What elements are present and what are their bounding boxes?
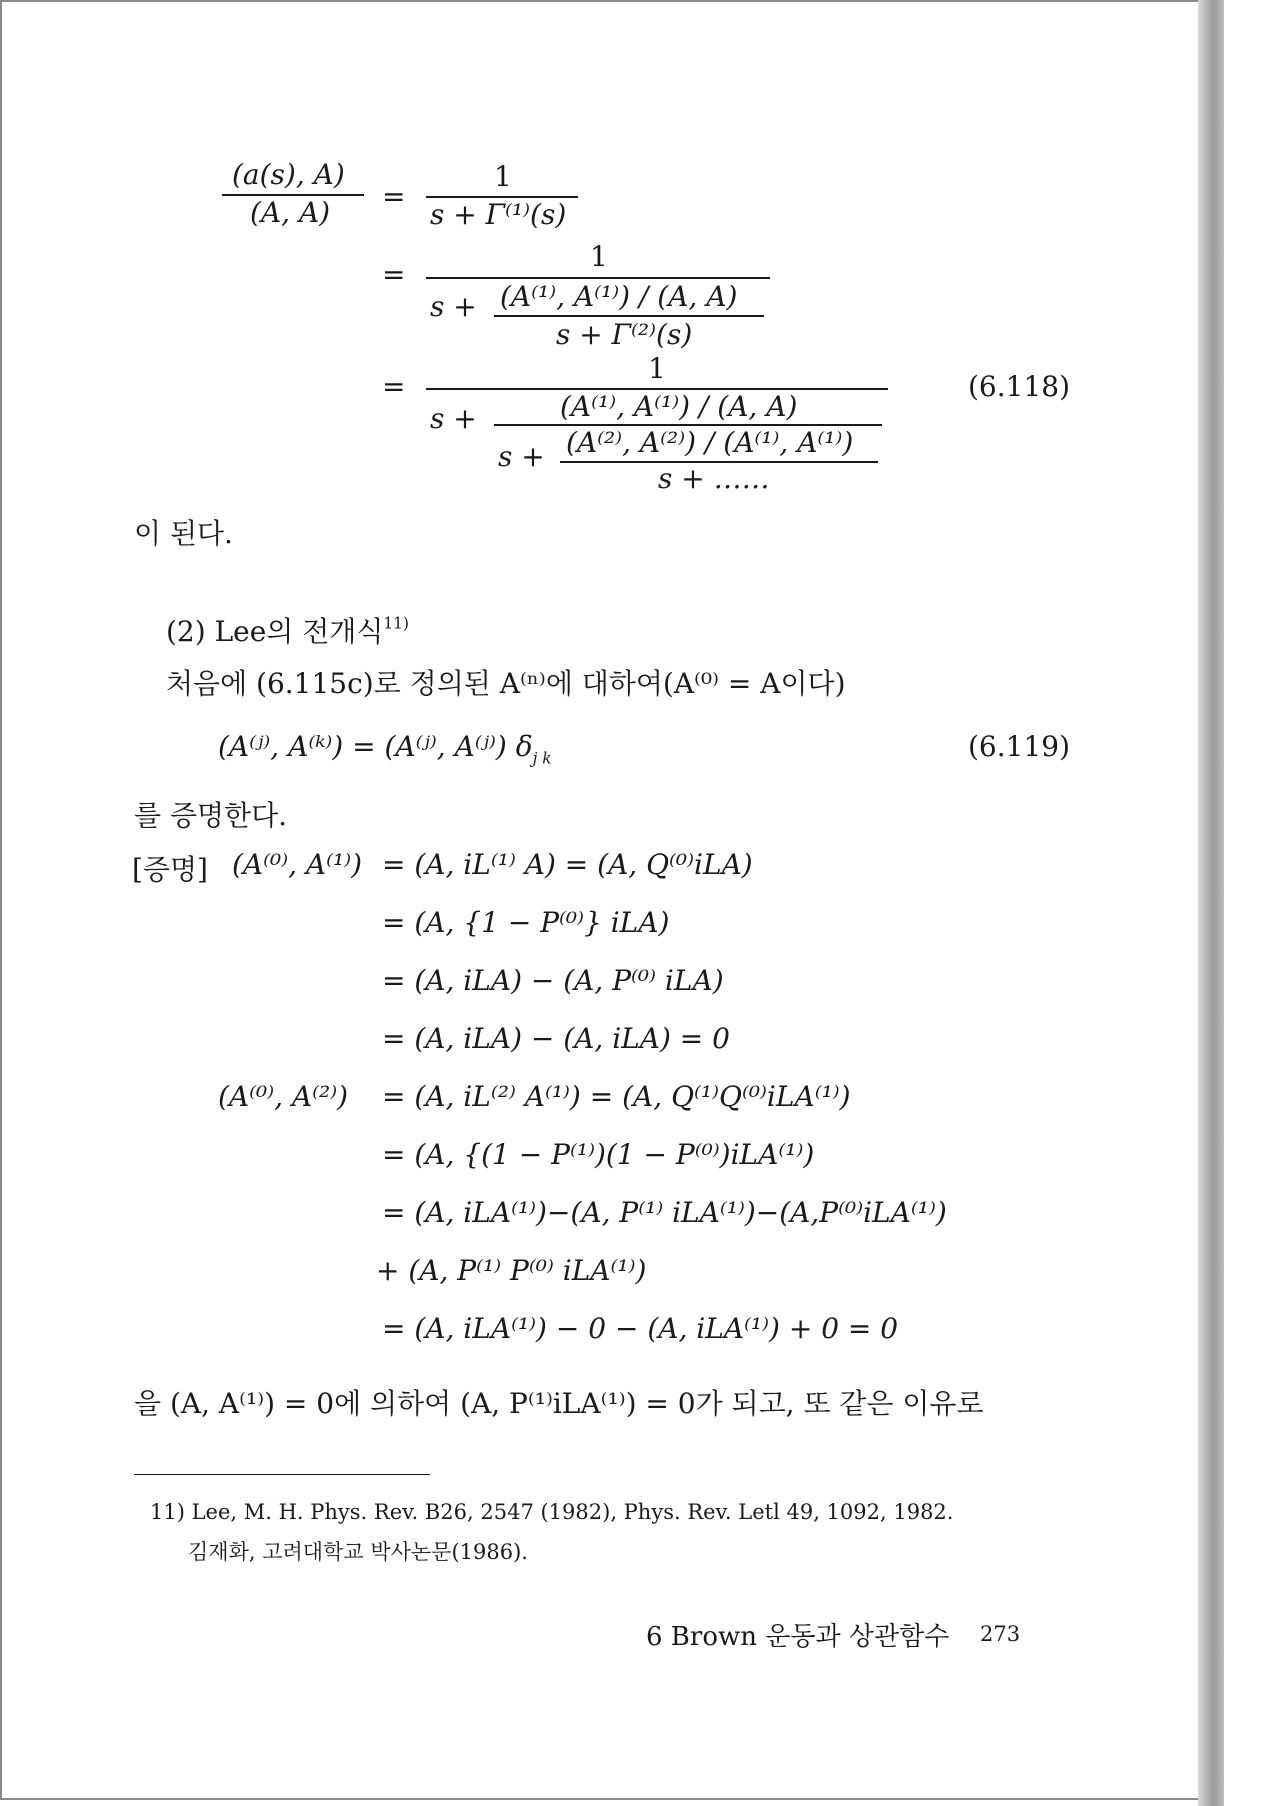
running-footer-chapter: 6 Brown 운동과 상관함수	[646, 1622, 950, 1652]
proof-label: [증명]	[132, 853, 208, 886]
eq118-l3-numerator: 1	[648, 352, 666, 385]
eq118-equals-1: =	[382, 180, 406, 213]
eq118-l2-bar	[426, 277, 770, 279]
proof-row-9: = (A, iLA⁽¹⁾) − 0 − (A, iLA⁽¹⁾) + 0 = 0	[382, 1312, 899, 1345]
closing-line: 을 (A, A⁽¹⁾) = 0에 의하여 (A, P⁽¹⁾iLA⁽¹⁾) = 0가 되고, 또 같은 이유로	[134, 1387, 984, 1420]
eq118-l3-inner-numerator: (A⁽¹⁾, A⁽¹⁾) / (A, A)	[560, 390, 798, 423]
book-spine	[1198, 0, 1224, 1806]
eq118-lhs-numerator: (a(s), A)	[232, 158, 345, 191]
eq118-l2-inner-bar	[494, 315, 764, 317]
eq119-number: (6.119)	[968, 730, 1071, 763]
eq119-subscript: j k	[532, 749, 552, 768]
footnote-line-2: 김재화, 고려대학교 박사논문(1986).	[188, 1540, 528, 1564]
footnote-line-1: 11) Lee, M. H. Phys. Rev. B26, 2547 (1982), Phys. Rev. Letl 49, 1092, 1982.	[150, 1500, 954, 1524]
proof-row-6: = (A, {(1 − P⁽¹⁾)(1 − P⁽⁰⁾)iLA⁽¹⁾)	[382, 1138, 815, 1171]
proof-row-4: = (A, iLA) − (A, iLA) = 0	[382, 1022, 730, 1055]
eq118-number: (6.118)	[968, 370, 1071, 403]
proof-lhs-2: (A⁽⁰⁾, A⁽²⁾)	[218, 1080, 349, 1113]
eq118-l2-numerator: 1	[590, 240, 608, 273]
proof-row-3: = (A, iLA) − (A, P⁽⁰⁾ iLA)	[382, 964, 724, 997]
eq118-l3-s2: s +	[498, 440, 545, 473]
eq118-l3-inner2-denominator: s + ……	[658, 462, 770, 495]
text-prove: 를 증명한다.	[134, 799, 288, 832]
intro-line: 처음에 (6.115c)로 정의된 A⁽ⁿ⁾에 대하여(A⁽⁰⁾ = A이다)	[166, 667, 846, 700]
proof-row-8: + (A, P⁽¹⁾ P⁽⁰⁾ iLA⁽¹⁾)	[376, 1254, 647, 1287]
eq118-l2-inner-denominator: s + Γ⁽²⁾(s)	[556, 318, 693, 351]
proof-row-5: = (A, iL⁽²⁾ A⁽¹⁾) = (A, Q⁽¹⁾Q⁽⁰⁾iLA⁽¹⁾)	[382, 1080, 851, 1113]
proof-row-7: = (A, iLA⁽¹⁾)−(A, P⁽¹⁾ iLA⁽¹⁾)−(A,P⁽⁰⁾iLA⁽¹⁾)	[382, 1196, 947, 1229]
eq118-lhs-denominator: (A, A)	[250, 196, 331, 229]
page-number: 273	[980, 1622, 1021, 1646]
eq118-l2-s: s +	[430, 290, 477, 323]
eq118-equals-3: =	[382, 370, 406, 403]
footnote-rule	[134, 1474, 430, 1475]
section-title: (2) Lee의 전개식$^{11)}$	[166, 614, 409, 648]
proof-lhs-1: (A⁽⁰⁾, A⁽¹⁾)	[232, 848, 363, 881]
eq118-l3-inner2-numerator: (A⁽²⁾, A⁽²⁾) / (A⁽¹⁾, A⁽¹⁾)	[566, 426, 854, 459]
eq119-body: (A⁽ʲ⁾, A⁽ᵏ⁾) = (A⁽ʲ⁾, A⁽ʲ⁾) $\delta_{j k}$	[218, 730, 552, 768]
proof-row-2: = (A, {1 − P⁽⁰⁾} iLA)	[382, 906, 670, 939]
eq118-l2-inner-numerator: (A⁽¹⁾, A⁽¹⁾) / (A, A)	[500, 280, 738, 313]
proof-row-1: = (A, iL⁽¹⁾ A) = (A, Q⁽⁰⁾iLA)	[382, 848, 753, 881]
section-footnote-ref: 11)	[383, 614, 409, 633]
text-becomes: 이 된다.	[134, 517, 233, 550]
eq118-equals-2: =	[382, 258, 406, 291]
eq118-l1-denominator: s + Γ⁽¹⁾(s)	[430, 198, 567, 231]
eq118-l3-s: s +	[430, 402, 477, 435]
eq118-l1-numerator: 1	[494, 160, 512, 193]
